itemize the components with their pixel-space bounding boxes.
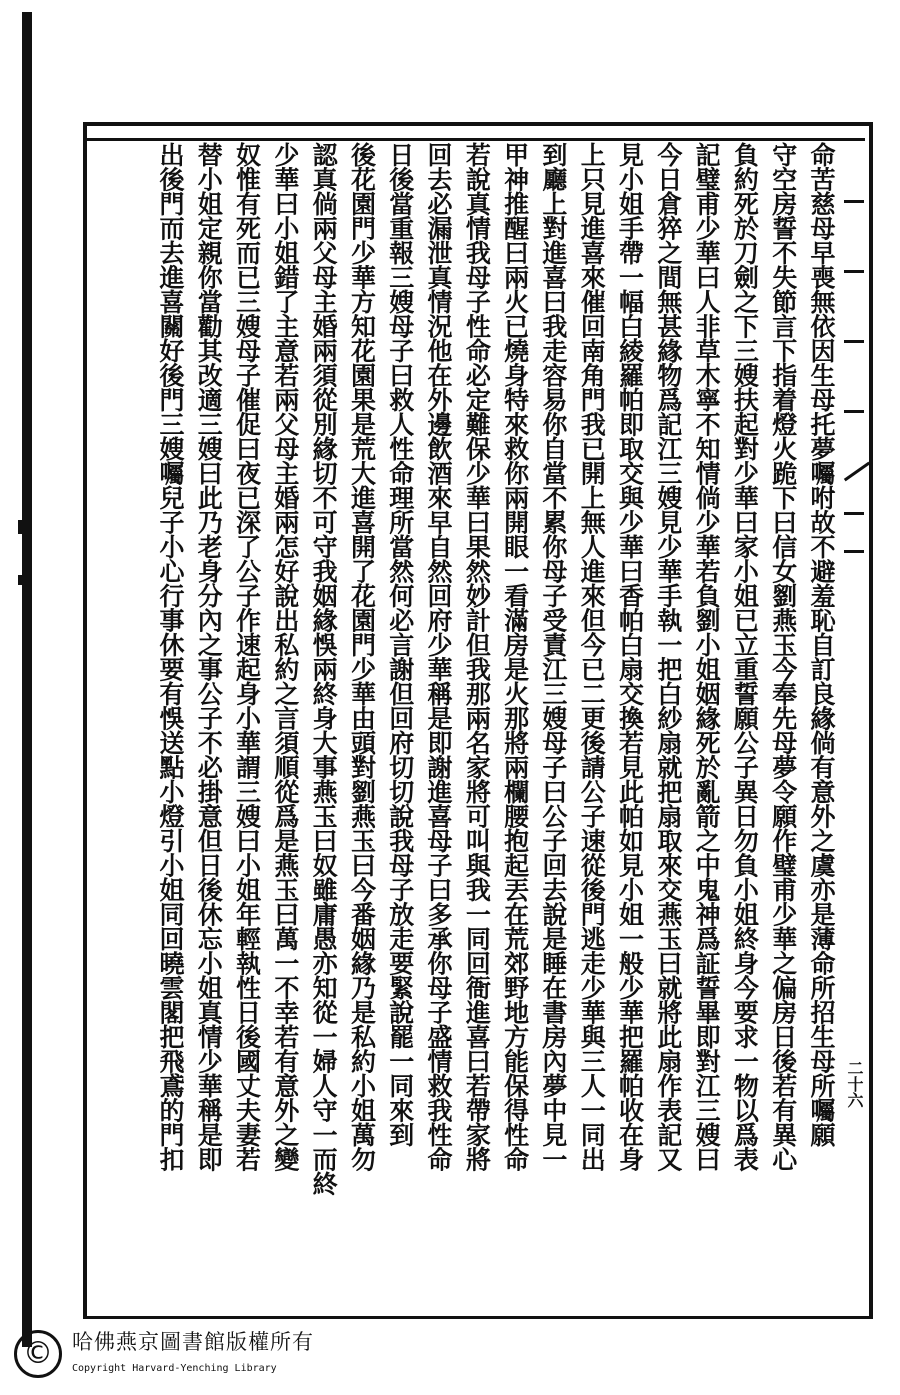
text-column: 今日倉猝之間無甚緣物爲記江三嫂見少華手執一把白紗扇就把扇取來交燕玉曰就將此扇作表記又 <box>653 142 683 1171</box>
page-edge-line <box>22 12 32 1347</box>
text-column: 日後當重報三嫂母子曰救人性命理所當然何必言謝但回府切切說我母子放走要緊說罷一同來到 <box>385 142 415 1147</box>
copyright-en: Copyright Harvard-Yenching Library <box>72 1363 277 1374</box>
copyright-icon: © <box>14 1330 62 1378</box>
text-column: 見小姐手帶一幅白綾羅帕即取交與少華曰香帕白扇交換若見此帕如見小姐一般少華把羅帕收在身 <box>615 142 645 1171</box>
text-column: 負約死於刀劍之下三嫂扶起對少華曰家小姐已立重誓願公子異日勿負小姐終身今要求一物以爲表 <box>730 142 760 1171</box>
folio-number: 二十六 <box>845 1060 864 1108</box>
text-column: 奴惟有死而已三嫂母子催促曰夜已深了公子作速起身小華謂三嫂曰小姐年輕執性日後國丈夫妻若 <box>232 142 262 1171</box>
text-column: 若說真情我母子性命必定難保少華曰果然妙計但我那兩名家將可叫與我一同回衙進喜曰若帶家將 <box>462 142 492 1171</box>
margin-strip <box>840 140 868 1312</box>
text-column: 甲神推醒曰兩火已燒身特來救你兩開眼一看滿房是火那將兩欄腰抱起丟在荒郊野地方能保得性命 <box>500 142 530 1171</box>
text-column: 記璧甫少華曰人非草木寧不知情倘少華若負劉小姐姻緣死於亂箭之中鬼神爲証誓畢即對江三嫂曰 <box>692 142 722 1171</box>
margin-mark <box>844 512 864 515</box>
copyright-zh: 哈佛燕京圖書館版權所有 <box>72 1330 314 1354</box>
page-edge-tick <box>18 520 22 534</box>
text-column: 守空房誓不失節言下指着燈火跪下曰信女劉燕玉今奉先母夢令願作璧甫少華之偏房日後若有異心 <box>768 142 798 1171</box>
text-column: 少華曰小姐錯了主意若兩父母主婚兩怎好說出私約之言須順從爲是燕玉曰萬一不幸若有意外之變 <box>270 142 300 1171</box>
top-rule <box>83 138 865 141</box>
margin-fishtail <box>844 462 870 482</box>
margin-mark <box>844 550 864 553</box>
body-text <box>90 142 840 1307</box>
text-column: 出後門而去進喜關好後門三嫂囑兒子小心行事休要有悞送點小燈引小姐同回曉雲閣把飛鳶的門扣 <box>155 142 185 1171</box>
text-column: 回去必漏泄真情況他在外邊飲酒來早自然回府少華稱是即謝進喜母子曰多承你母子盛情救我性命 <box>424 142 454 1171</box>
copyright-notice <box>0 1318 320 1388</box>
margin-mark <box>844 410 864 413</box>
text-column: 後花園門少華方知花園果是荒大進喜開了花園門少華由頭對劉燕玉曰今番姻緣乃是私約小姐萬勿 <box>347 142 377 1171</box>
text-column: 認真倘兩父母主婚兩須從別緣切不可守我姻緣悞兩終身大事燕玉曰奴雖庸愚亦知從一婦人守一而終 <box>309 142 339 1196</box>
margin-mark <box>844 270 864 273</box>
text-column: 命苦慈母早喪無依因生母托夢囑咐故不避羞恥自訂良緣倘有意外之虞亦是薄命所招生母所囑願 <box>807 142 836 1147</box>
page-edge-tick <box>18 575 22 585</box>
margin-mark <box>844 200 864 203</box>
text-column: 到廳上對進喜曰我走容易你自當不累你母子受責江三嫂母子曰公子回去說是睡在書房內夢中見一 <box>538 142 568 1171</box>
text-column: 上只見進喜來催回南角門我已開上無人進來但今已二更後請公子速從後門逃走少華與三人一同出 <box>577 142 607 1171</box>
margin-mark <box>844 340 864 343</box>
text-column: 替小姐定親你當勸其改適三嫂曰此乃老身分內之事公子不必掛意但日後休忘小姐真情少華稱是即 <box>194 142 224 1171</box>
